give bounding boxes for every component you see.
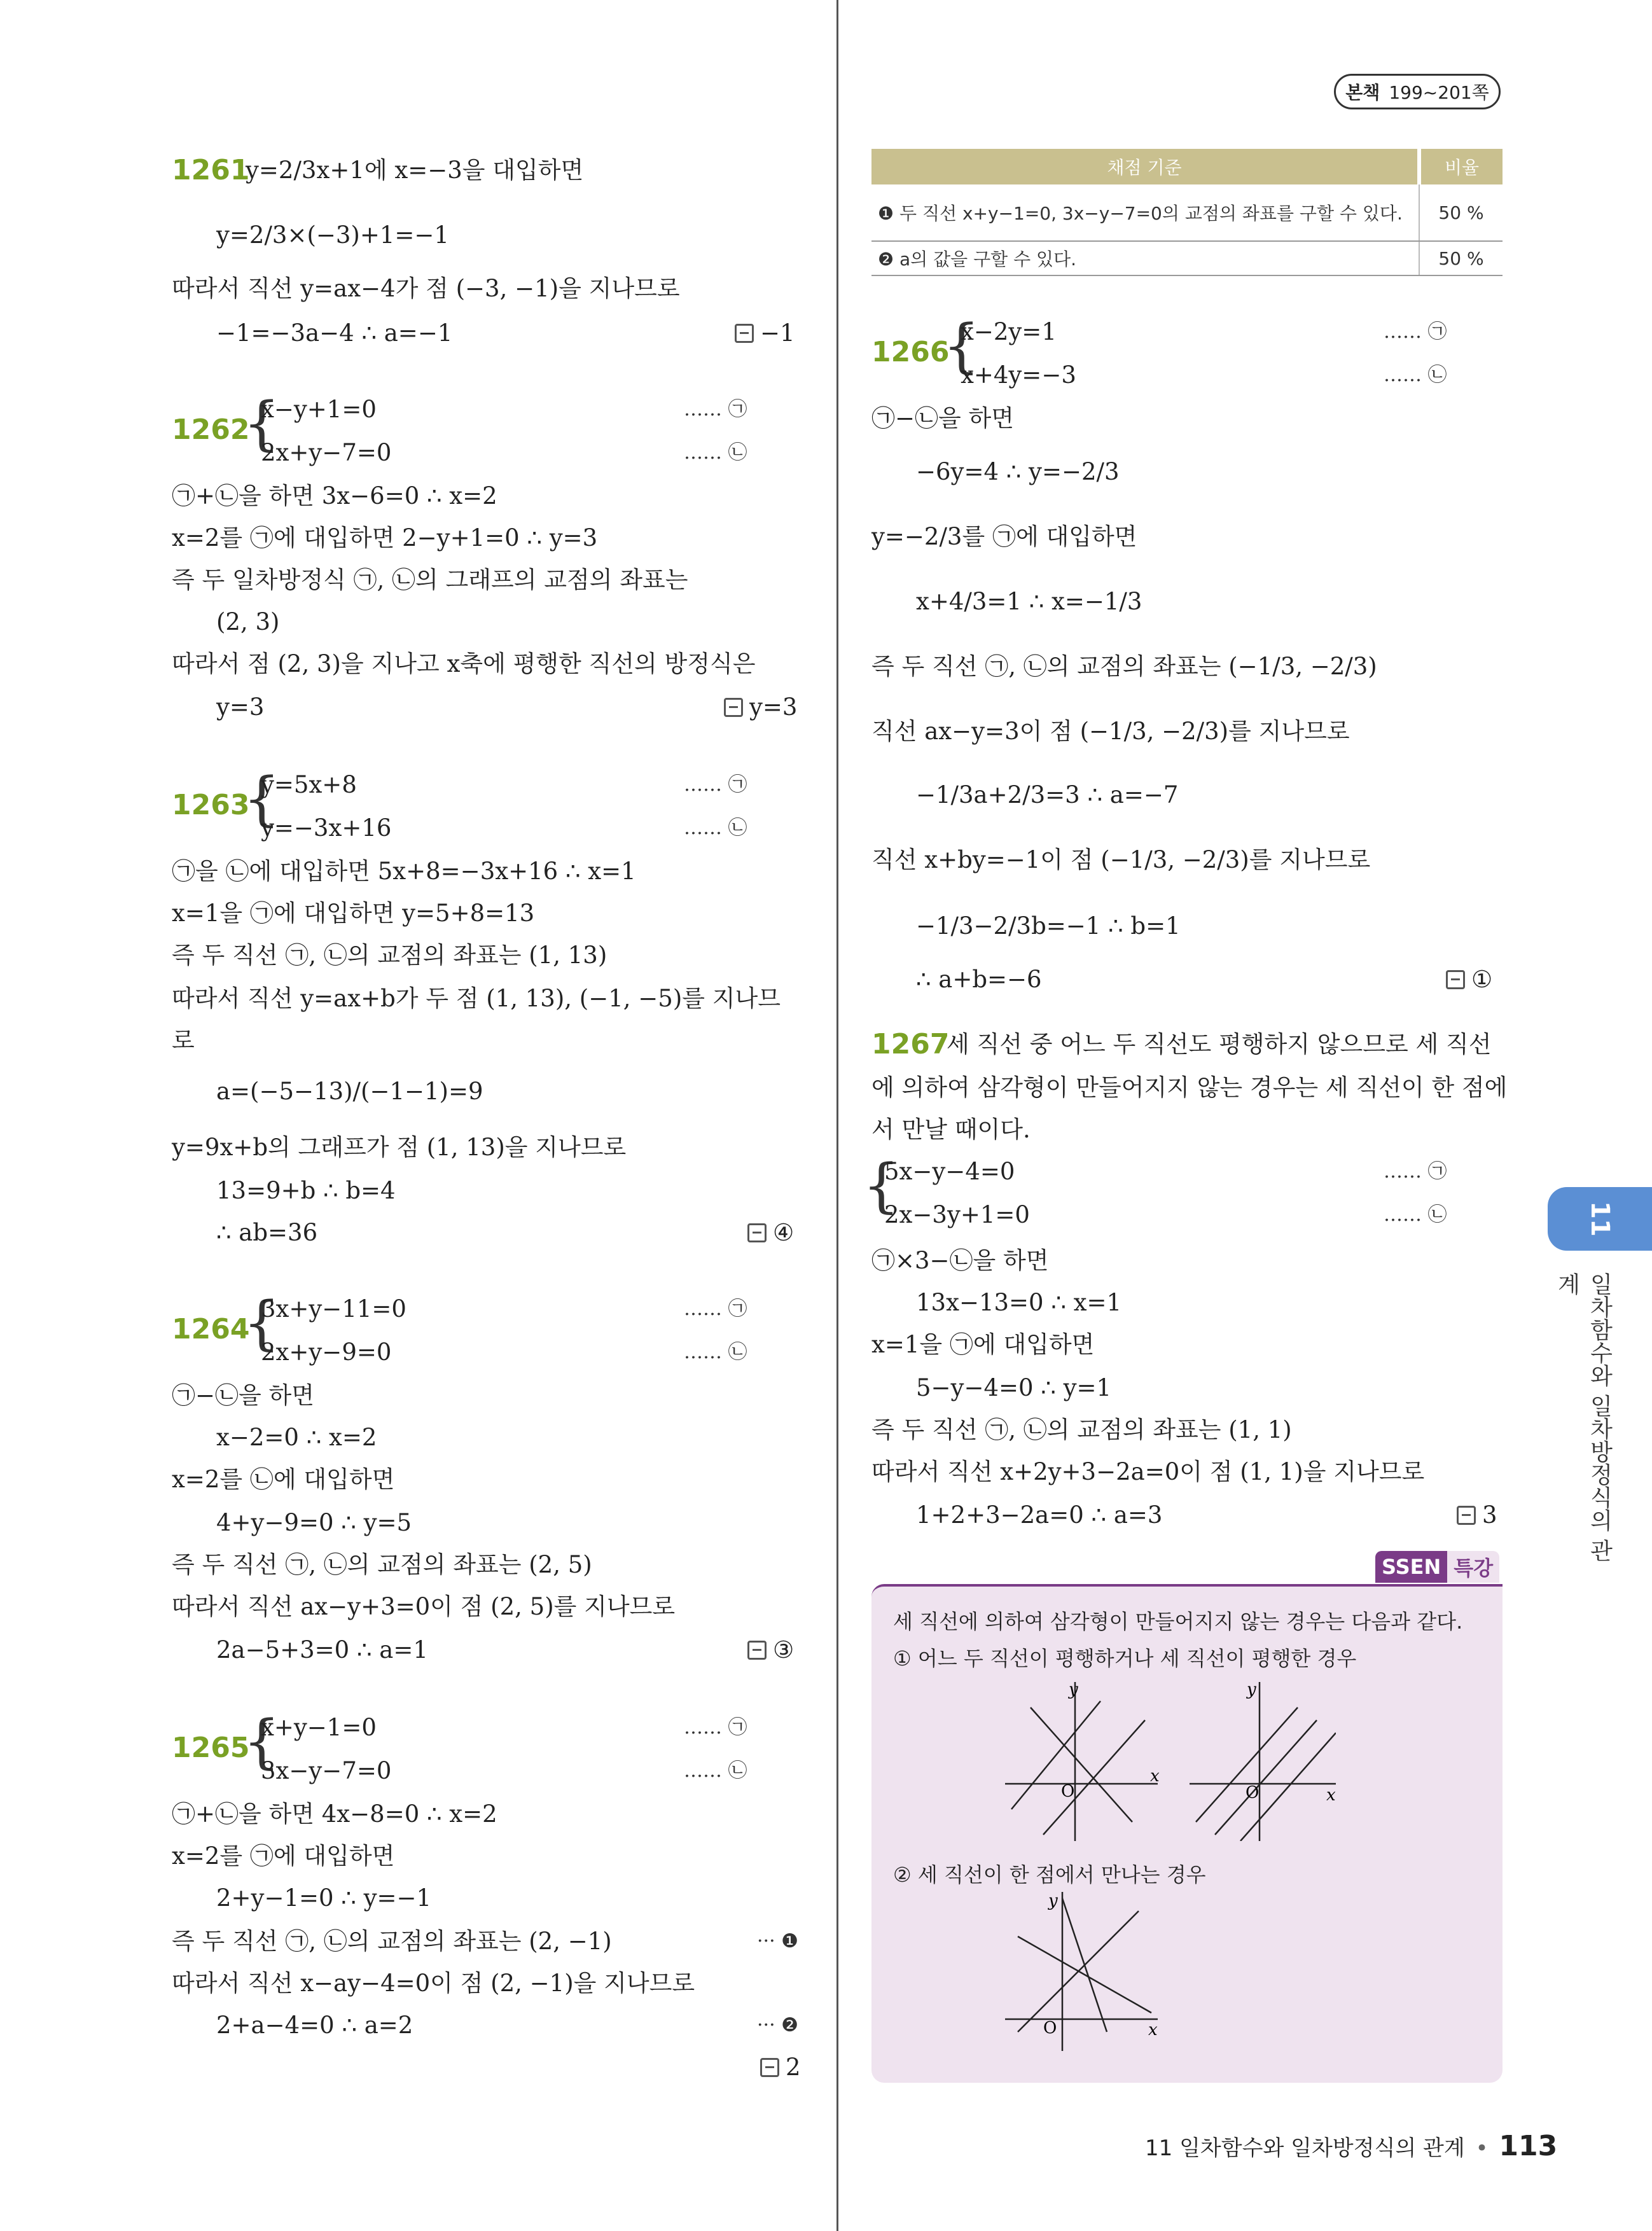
equation-marker: …… ㉠ <box>684 774 747 796</box>
scoring-ratio: 50 % <box>1419 184 1503 241</box>
ratio-header: 비율 <box>1419 149 1503 184</box>
solution-line: 따라서 직선 y=ax+b가 두 점 (1, 13), (−1, −5)를 지나므 <box>172 985 781 1012</box>
solution-line: 4+y−9=0 ∴ y=5 <box>216 1509 412 1536</box>
solution-line: 2+y−1=0 ∴ y=−1 <box>216 1884 432 1912</box>
chapter-side-title: 일차함수와 일차방정식의 관계 <box>1554 1272 1613 1562</box>
equation-marker: …… ㉠ <box>1384 1160 1447 1183</box>
solution-line: x=2를 ㉠에 대입하면 2−y+1=0 ∴ y=3 <box>172 524 598 552</box>
solution-line: 따라서 점 (2, 3)을 지나고 x축에 평행한 직선의 방정식은 <box>172 650 756 678</box>
solution-line: a=(−5−13)/(−1−1)=9 <box>216 1078 483 1105</box>
equation: 2x+y−9=0 <box>261 1338 392 1366</box>
axis-y-label: y <box>1048 1892 1058 1910</box>
equation-marker: …… ㉡ <box>684 1341 747 1363</box>
problem-number: 1267 <box>871 1028 950 1060</box>
equation: x+4y=−3 <box>961 361 1076 389</box>
line <box>1196 1707 1298 1822</box>
problem-number: 1263 <box>172 789 250 821</box>
equation: x−2y=1 <box>961 318 1057 345</box>
equation-marker: …… ㉠ <box>684 1298 747 1320</box>
problem-number: 1261 <box>172 154 250 186</box>
answer <box>1446 964 1492 995</box>
diagram-concurrent <box>1005 1892 1158 2051</box>
reference-tag <box>1334 74 1501 109</box>
system-brace: { <box>243 1707 281 1776</box>
solution-line: 따라서 직선 x+2y+3−2a=0이 점 (1, 1)을 지나므로 <box>871 1458 1425 1485</box>
line <box>1043 1720 1145 1835</box>
axis-y-label: y <box>1069 1682 1078 1699</box>
origin-label: O <box>1246 1783 1260 1802</box>
solution-line: 로 <box>172 1027 195 1054</box>
solution-line: y=−2/3를 ㉠에 대입하면 <box>871 523 1137 550</box>
solution-line: y=2/3×(−3)+1=−1 <box>216 221 449 249</box>
solution-line: −6y=4 ∴ y=−2/3 <box>916 458 1120 485</box>
solution-line: ㉠−㉡을 하면 <box>172 1382 314 1409</box>
solution-line: 에 의하여 삼각형이 만들어지지 않는 경우는 세 직선이 한 점에 <box>871 1074 1508 1101</box>
ssen-label: SSEN <box>1375 1551 1447 1583</box>
answer <box>724 692 797 723</box>
solution-line: −1=−3a−4 ∴ a=−1 <box>216 319 453 347</box>
equation-marker: …… ㉡ <box>1384 364 1447 386</box>
solution-line: 세 직선 중 어느 두 직선도 평행하지 않으므로 세 직선 <box>947 1031 1492 1058</box>
solution-line: ㉠+㉡을 하면 3x−6=0 ∴ x=2 <box>172 482 497 510</box>
equation: y=5x+8 <box>261 771 357 798</box>
solution-line: 2+a−4=0 ∴ a=2 <box>216 2012 413 2039</box>
line <box>1011 1701 1100 1809</box>
line <box>1018 1936 1151 2013</box>
solution-line: 서 만날 때이다. <box>871 1116 1031 1143</box>
equation: 2x−3y+1=0 <box>884 1201 1030 1228</box>
solution-line: −1/3a+2/3=3 ∴ a=−7 <box>916 781 1179 809</box>
special-case-2: ② 세 직선이 한 점에서 만나는 경우 <box>893 1863 1206 1887</box>
parallel-lines-diagram <box>1005 1682 1336 1841</box>
system-brace: { <box>243 765 281 833</box>
answer-icon <box>724 698 743 717</box>
solution-line: 5−y−4=0 ∴ y=1 <box>916 1374 1112 1401</box>
scoring-ratio: 50 % <box>1419 241 1503 275</box>
solution-line: 즉 두 직선 ㉠, ㉡의 교점의 좌표는 (1, 1) <box>871 1416 1292 1443</box>
answer-icon <box>735 324 754 343</box>
equation-marker: …… ㉠ <box>684 398 747 420</box>
special-label: 특강 <box>1447 1551 1499 1583</box>
equation-marker: …… ㉡ <box>684 817 747 839</box>
equation: 2x+y−7=0 <box>261 439 392 466</box>
system-brace: { <box>943 312 980 380</box>
scoring-criterion: ❶ 두 직선 x+y−1=0, 3x−y−7=0의 교점의 좌표를 구할 수 있다. <box>871 184 1419 241</box>
chapter-tab <box>1548 1187 1652 1251</box>
solution-line: y=9x+b의 그래프가 점 (1, 13)을 지나므로 <box>172 1134 627 1161</box>
ref-pages: 199~201쪽 <box>1389 82 1489 103</box>
solution-line: −1/3−2/3b=−1 ∴ b=1 <box>916 912 1181 940</box>
answer-icon <box>747 1223 767 1242</box>
equation-marker: …… ㉠ <box>1384 321 1447 343</box>
equation-marker: …… ㉡ <box>684 1760 747 1782</box>
solution-line: (2, 3) <box>216 608 280 636</box>
criterion-marker: ··· ❷ <box>757 2014 799 2036</box>
solution-line: ∴ ab=36 <box>216 1219 318 1246</box>
axis-x-label: x <box>1150 1767 1160 1786</box>
answer-value: ① <box>1471 966 1493 993</box>
special-case-1: ① 어느 두 직선이 평행하거나 세 직선이 평행한 경우 <box>893 1646 1357 1671</box>
solution-line: 따라서 직선 y=ax−4가 점 (−3, −1)을 지나므로 <box>172 275 680 302</box>
system-brace: { <box>243 389 281 457</box>
origin-label: O <box>1061 1782 1075 1801</box>
solution-line: ㉠×3−㉡을 하면 <box>871 1247 1049 1274</box>
equation-marker: …… ㉡ <box>684 441 747 464</box>
diagram-parallel-three <box>1190 1682 1336 1841</box>
solution-line: 즉 두 직선 ㉠, ㉡의 교점의 좌표는 (2, −1) <box>172 1928 612 1955</box>
solution-line: y=2/3x+1에 x=−3을 대입하면 <box>246 156 584 184</box>
equation-marker: …… ㉡ <box>1384 1204 1447 1226</box>
answer <box>760 2052 801 2083</box>
answer <box>747 1218 794 1248</box>
equation-marker: …… ㉠ <box>684 1716 747 1739</box>
scoring-criterion: ❷ a의 값을 구할 수 있다. <box>871 241 1419 275</box>
page-number: 113 <box>1499 2130 1558 2162</box>
concurrent-lines-diagram <box>1005 1892 1170 2057</box>
equation: 3x−y−7=0 <box>261 1757 392 1784</box>
special-lecture-box <box>871 1584 1503 2083</box>
solution-line: ㉠+㉡을 하면 4x−8=0 ∴ x=2 <box>172 1800 497 1828</box>
answer <box>747 1635 794 1665</box>
system-brace: { <box>243 1289 281 1357</box>
equation: y=−3x+16 <box>261 814 392 842</box>
footer-separator: • <box>1475 2136 1489 2161</box>
solution-line: 즉 두 일차방정식 ㉠, ㉡의 그래프의 교점의 좌표는 <box>172 566 688 594</box>
answer-icon <box>747 1641 767 1660</box>
answer-value: −1 <box>760 319 795 347</box>
solution-line: 따라서 직선 ax−y+3=0이 점 (2, 5)를 지나므로 <box>172 1593 676 1620</box>
solution-line: 즉 두 직선 ㉠, ㉡의 교점의 좌표는 (2, 5) <box>172 1551 592 1578</box>
solution-line: x=1을 ㉠에 대입하면 y=5+8=13 <box>172 900 535 927</box>
solution-line: 즉 두 직선 ㉠, ㉡의 교점의 좌표는 (−1/3, −2/3) <box>871 653 1377 680</box>
scoring-table <box>871 149 1503 276</box>
answer-value: y=3 <box>749 693 798 721</box>
scoring-header: 채점 기준 <box>871 149 1419 184</box>
solution-line: 따라서 직선 x−ay−4=0이 점 (2, −1)을 지나므로 <box>172 1970 695 1997</box>
column-divider <box>836 0 838 2231</box>
problem-number: 1264 <box>172 1313 250 1345</box>
answer <box>1457 1500 1497 1531</box>
ref-prefix: 본책 <box>1345 82 1380 103</box>
answer-value: ④ <box>773 1219 795 1246</box>
answer-icon <box>1457 1506 1476 1525</box>
chapter-tab-number: 11 <box>1585 1201 1614 1237</box>
solution-line: 1+2+3−2a=0 ∴ a=3 <box>916 1501 1163 1529</box>
solution-line: ㉠−㉡을 하면 <box>871 405 1014 432</box>
equation: 3x+y−11=0 <box>261 1295 406 1323</box>
page-footer <box>1145 2130 1557 2162</box>
solution-line: x−2=0 ∴ x=2 <box>216 1424 377 1451</box>
solution-line: 13x−13=0 ∴ x=1 <box>916 1289 1122 1316</box>
origin-label: O <box>1043 2019 1057 2038</box>
solution-line: y=3 <box>216 693 265 721</box>
line <box>1215 1720 1317 1835</box>
solution-line: x=2를 ㉠에 대입하면 <box>172 1842 395 1870</box>
equation: x−y+1=0 <box>261 396 377 423</box>
answer-value: 2 <box>786 2054 801 2081</box>
line <box>1018 1911 1139 2032</box>
axis-x-label: x <box>1326 1786 1336 1805</box>
equation: x+y−1=0 <box>261 1714 377 1741</box>
diagram-parallel-two <box>1005 1682 1158 1841</box>
solution-line: 13=9+b ∴ b=4 <box>216 1177 396 1204</box>
solution-line: ∴ a+b=−6 <box>916 966 1042 993</box>
solution-line: 직선 x+by=−1이 점 (−1/3, −2/3)를 지나므로 <box>871 846 1371 873</box>
answer-icon <box>760 2058 779 2077</box>
problem-number: 1266 <box>871 336 950 368</box>
solution-line: x=2를 ㉡에 대입하면 <box>172 1466 395 1493</box>
axis-y-label: y <box>1247 1682 1256 1699</box>
solution-line: 즉 두 직선 ㉠, ㉡의 교점의 좌표는 (1, 13) <box>172 942 607 969</box>
equation: 5x−y−4=0 <box>884 1158 1015 1185</box>
solution-line: 2a−5+3=0 ∴ a=1 <box>216 1636 428 1664</box>
problem-number: 1265 <box>172 1732 250 1764</box>
footer-chapter: 11 일차함수와 일차방정식의 관계 <box>1145 2136 1465 2161</box>
answer-value: ③ <box>773 1636 795 1664</box>
solution-line: x=1을 ㉠에 대입하면 <box>871 1331 1095 1358</box>
special-intro: 세 직선에 의하여 삼각형이 만들어지지 않는 경우는 다음과 같다. <box>893 1609 1463 1634</box>
answer-value: 3 <box>1482 1501 1497 1529</box>
solution-line: ㉠을 ㉡에 대입하면 5x+8=−3x+16 ∴ x=1 <box>172 858 636 885</box>
problem-number: 1262 <box>172 414 250 446</box>
ssen-tag <box>1375 1551 1499 1583</box>
criterion-marker: ··· ❶ <box>757 1930 799 1952</box>
system-brace: { <box>863 1151 900 1220</box>
solution-line: 직선 ax−y=3이 점 (−1/3, −2/3)를 지나므로 <box>871 718 1350 745</box>
answer-icon <box>1446 970 1465 989</box>
solution-line: x+4/3=1 ∴ x=−1/3 <box>916 588 1142 615</box>
axis-x-label: x <box>1148 2020 1158 2040</box>
answer <box>735 318 795 349</box>
